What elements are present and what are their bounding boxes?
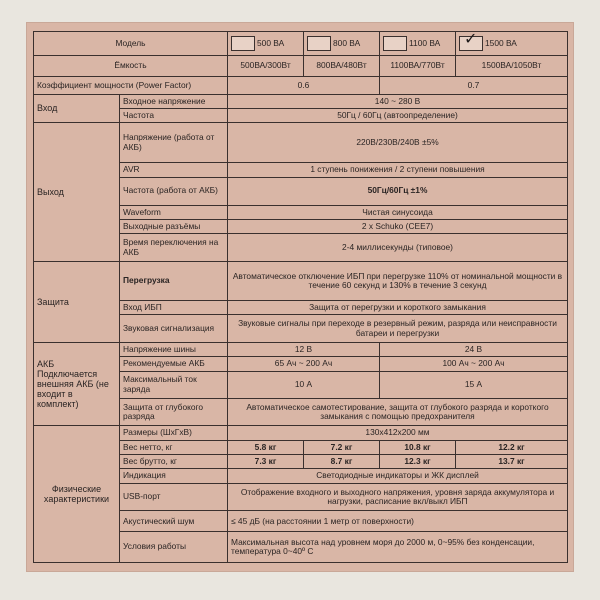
spec-sheet xyxy=(26,22,574,572)
capacity-value: 500ВА/300Вт xyxy=(228,55,304,77)
row-label: Максимальный ток заряда xyxy=(120,371,228,398)
row-label: Защита от глубокого разряда xyxy=(120,398,228,426)
table-row xyxy=(34,32,568,56)
row-label: Выходные разъёмы xyxy=(120,219,228,233)
row-label: Размеры (ШхГхВ) xyxy=(120,426,228,440)
capacity-value: 800ВА/480Вт xyxy=(304,55,380,77)
row-value: 1 ступень понижения / 2 ступени повышения xyxy=(228,163,568,177)
row-label: USB-порт xyxy=(120,483,228,511)
model-label: 1100 ВА xyxy=(409,37,441,48)
row-value: Максимальная высота над уровнем моря до 2000 м, 0~95% без конденсации, температура 0~40º С xyxy=(228,532,568,563)
row-value: 2-4 миллисекунды (типовое) xyxy=(228,234,568,262)
table-row xyxy=(34,77,568,94)
checkbox-icon xyxy=(307,36,331,51)
row-value: Автоматическое отключение ИБП при перегрузке 110% от номинальной мощности в течение 60 секунд и 130% в течение 3 секунд xyxy=(228,261,568,300)
spec-table xyxy=(33,31,568,563)
model-header-label: Модель xyxy=(34,32,228,56)
row-value: 12 В xyxy=(228,343,380,357)
row-label: Напряжение (работа от АКБ) xyxy=(120,123,228,163)
section-protection: Защита xyxy=(34,261,120,342)
table-row xyxy=(34,426,568,440)
row-value: 2 x Schuko (CEE7) xyxy=(228,219,568,233)
row-value: 50Гц / 60Гц (автоопределение) xyxy=(228,109,568,123)
table-row xyxy=(34,123,568,163)
row-label: Вес нетто, кг xyxy=(120,440,228,454)
power-factor-value: 0.7 xyxy=(380,77,568,94)
section-physical: Физические характеристики xyxy=(34,426,120,563)
capacity-value: 1100ВА/770Вт xyxy=(380,55,456,77)
table-row xyxy=(34,55,568,77)
section-input: Вход xyxy=(34,94,120,123)
row-value: Автоматическое самотестирование, защита от глубокого разряда и короткого замыкания с помощью предохранителя xyxy=(228,398,568,426)
row-label: Напряжение шины xyxy=(120,343,228,357)
row-value: 15 А xyxy=(380,371,568,398)
row-label: Частота (работа от АКБ) xyxy=(120,177,228,205)
row-value: 8.7 кг xyxy=(304,455,380,469)
row-value: Звуковые сигналы при переходе в резервный режим, разряда или неисправности батареи и перегрузки xyxy=(228,315,568,343)
model-option-800 xyxy=(304,32,380,56)
section-battery: АКБ Подключается внешняя АКБ (не входит в комплект) xyxy=(34,343,120,426)
row-label: Индикация xyxy=(120,469,228,483)
model-label: 500 ВА xyxy=(257,37,285,48)
row-value: Отображение входного и выходного напряжения, уровня заряда аккумулятора и нагрузки, расписание вкл/выкл ИБП xyxy=(228,483,568,511)
capacity-label: Ёмкость xyxy=(34,55,228,77)
row-label: Акустический шум xyxy=(120,511,228,532)
model-label: 1500 ВА xyxy=(485,37,517,48)
model-option-1100 xyxy=(380,32,456,56)
row-label: Рекомендуемые АКБ xyxy=(120,357,228,371)
row-value: 24 В xyxy=(380,343,568,357)
model-label: 800 ВА xyxy=(333,37,361,48)
row-label: AVR xyxy=(120,163,228,177)
row-label: Частота xyxy=(120,109,228,123)
row-value: 7.3 кг xyxy=(228,455,304,469)
checkbox-checked-icon: ✓ xyxy=(459,36,483,51)
row-value: 12.3 кг xyxy=(380,455,456,469)
row-label: Звуковая сигнализация xyxy=(120,315,228,343)
table-row xyxy=(34,94,568,108)
power-factor-value: 0.6 xyxy=(228,77,380,94)
row-value: 10 А xyxy=(228,371,380,398)
row-label: Входное напряжение xyxy=(120,94,228,108)
row-value: 12.2 кг xyxy=(456,440,568,454)
model-option-500 xyxy=(228,32,304,56)
model-option-1500 xyxy=(456,32,568,56)
row-label: Вход ИБП xyxy=(120,301,228,315)
checkbox-icon xyxy=(383,36,407,51)
row-value: 50Гц/60Гц ±1% xyxy=(228,177,568,205)
row-label: Перегрузка xyxy=(120,261,228,300)
row-value: ≤ 45 дБ (на расстоянии 1 метр от поверхности) xyxy=(228,511,568,532)
row-label: Вес брутто, кг xyxy=(120,455,228,469)
row-label: Время переключения на АКБ xyxy=(120,234,228,262)
row-value: 10.8 кг xyxy=(380,440,456,454)
power-factor-label: Коэффициент мощности (Power Factor) xyxy=(34,77,228,94)
capacity-value: 1500ВА/1050Вт xyxy=(456,55,568,77)
row-value: 13.7 кг xyxy=(456,455,568,469)
row-value: Защита от перегрузки и короткого замыкания xyxy=(228,301,568,315)
row-value: 220В/230В/240В ±5% xyxy=(228,123,568,163)
section-output: Выход xyxy=(34,123,120,262)
row-value: 65 Ач ~ 200 Ач xyxy=(228,357,380,371)
row-value: 140 ~ 280 В xyxy=(228,94,568,108)
table-row xyxy=(34,261,568,300)
checkbox-icon xyxy=(231,36,255,51)
row-label: Waveform xyxy=(120,205,228,219)
row-label: Условия работы xyxy=(120,532,228,563)
row-value: 130x412x200 мм xyxy=(228,426,568,440)
row-value: 7.2 кг xyxy=(304,440,380,454)
row-value: Светодиодные индикаторы и ЖК дисплей xyxy=(228,469,568,483)
row-value: 100 Ач ~ 200 Ач xyxy=(380,357,568,371)
table-row xyxy=(34,343,568,357)
row-value: 5.8 кг xyxy=(228,440,304,454)
row-value: Чистая синусоида xyxy=(228,205,568,219)
